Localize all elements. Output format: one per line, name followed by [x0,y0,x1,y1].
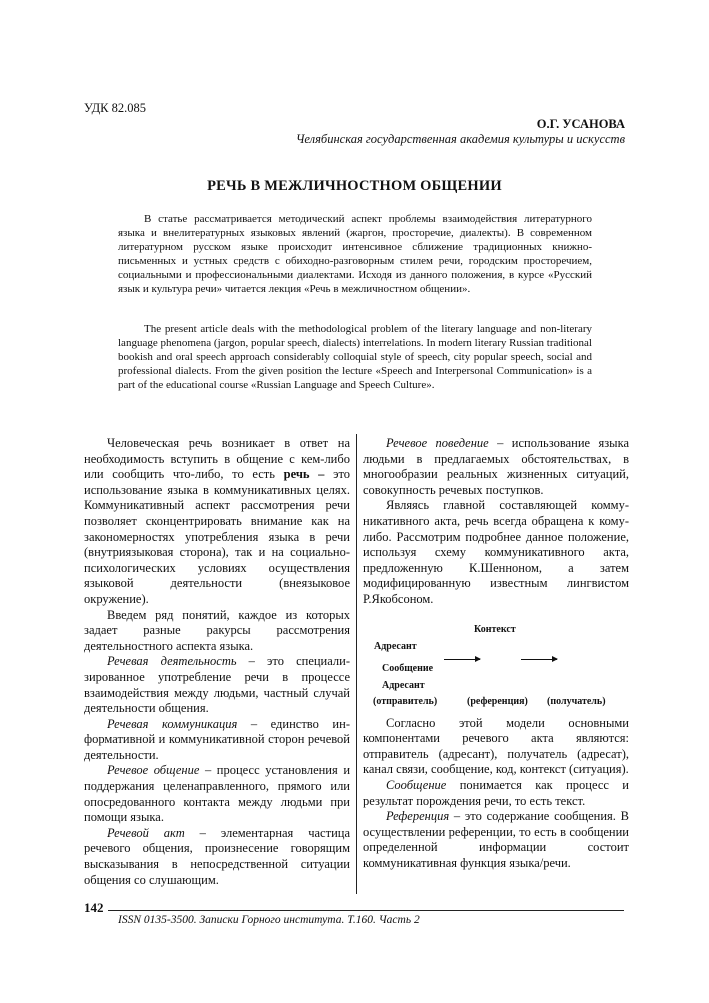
communication-act-diagram [363,620,629,712]
term: Речевая коммуникация [107,716,238,731]
paragraph: Человеческая речь возникает в ответ на необходимость вступить в общение с кем-либо или сообщить что-либо, то есть речь – это использование языка в коммуникативных целях. Коммуникативный аспект рассмотрения речи позволяет сконцентрировать внимание как на закономерностях употребления языка в речи (внутриязыковая сторона), так и на социально-психологических условиях осуществления языковой деятельности (внеязыковое окружение). [84,436,351,606]
paragraph: Речевое поведение – использование языка людьми в предлагаемых обстоятельствах, в многообразии реальных жизненных ситуаций, совокупность речевых поступков. [363,436,629,497]
paragraph: Согласно этой модели основными компонентами речевого акта являются: отправитель (адресант), получатель (адресат), канал связи, сообщение, код, контекст (ситуация). [363,715,629,777]
arrow-icon [521,659,557,660]
arrow-icon [444,659,480,660]
abstract-russian: В статье рассматривается методический аспект проблемы взаимодействия литературного языка и внелитературных языковых явлений (жаргон, просторечие, диалекты). В современном литературном русском языке происходит интенсивное сближение традиционных книжно-письменных и устных средств с обиходно-разговорным стилем речи, городским просторечием, социальными и профессиональными диалектами. Исходя из данного положения, в курсе «Русский язык и культура речи» читается лекция «Речь в межличностном общении». [118,213,592,295]
diagram-sender: (отправитель) [373,696,438,707]
paragraph: Сообщение понимается как процесс и результат порождения речи, то есть текст. [363,777,629,808]
article-title: РЕЧЬ В МЕЖЛИЧНОСТНОМ ОБЩЕНИИ [207,178,502,194]
term: Речевое поведение [386,436,489,450]
paragraph: Речевая деятельность – это специализированное употребление речи в процессе взаимодействия между людьми, частный случай деятельности общения. [84,654,350,716]
paragraph: Являясь главной составляющей коммуникативного акта, речь всегда обращена к кому-либо. Рассмотрим подробнее данное положение, используя схему коммуникативного акта, предложенную К.Шенноном, а затем модифицированную известным лингвистом Р.Якобсоном. [363,498,629,606]
paragraph: Речевая коммуникация – единство информативной и коммуникативной сторон речевой деятельности. [84,716,350,762]
diagram-reference: (референция) [467,696,528,707]
paragraph: Речевой акт – элементарная частица речевого общения, произнесение говорящим высказывания в непосредственной ситуации общения со слушающим. [84,825,350,887]
term-speech: речь – [283,467,325,482]
diagram-message: Сообщение [382,663,434,674]
udk-code: УДК 82.085 [84,101,146,115]
diagram-addresser: Адресант [374,641,417,652]
journal-reference: ISSN 0135-3500. Записки Горного института. Т.160. Часть 2 [118,914,420,926]
author-affiliation: Челябинская государственная академия культуры и искусств [295,132,625,146]
term: Речевой акт [107,825,185,840]
paragraph: Референция – это содержание сообщения. В осуществлении референции, то есть в сообщении определенной информации состоит коммуникативная функция языка/речи. [363,809,629,870]
term: Референция [386,809,450,824]
diagram-addresser-2: Адресант [382,680,425,691]
footer-rule [108,910,624,911]
left-column [84,436,350,888]
abstract-english: The present article deals with the methodological problem of the literary language and non-literary language phenomena (jargon, popular speech, dialects) interrelations. In modern literary Russian traditional bookish and oral speech approach considerably colloquial style of speech, city popular speech, social and professional dialects. From the given position the lecture «Speech and Interpersonal Communication» is a part of the educational course «Russian Language and Speech Culture». [118,323,592,391]
paragraph: Речевое общение – процесс установления и поддержания целенаправленного, прямого или опосредованного контакта между людьми при помощи языка. [84,763,351,825]
term: Речевое общение [107,763,200,778]
page-number: 142 [84,900,104,915]
author-name: О.Г. УСАНОВА [536,117,625,131]
diagram-receiver: (получатель) [547,696,606,707]
term: Речевая деятельность [107,654,237,669]
diagram-context: Контекст [474,624,516,635]
column-divider [356,434,357,894]
paragraph: Введем ряд понятий, каждое из которых задает разные ракурсы рассмотрения деятельностного аспекта языка. [84,607,350,653]
term: Сообщение [386,777,447,792]
